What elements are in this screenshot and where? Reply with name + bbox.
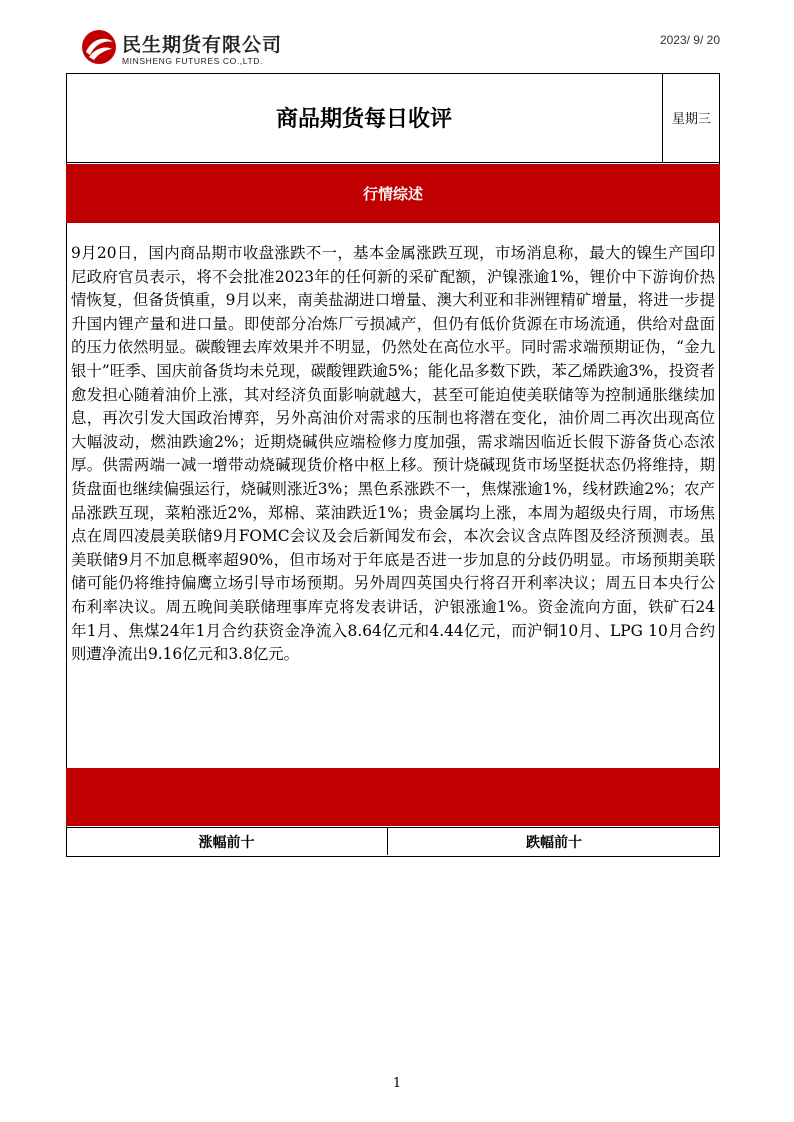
report-date: 2023/ 9/ 20 bbox=[659, 33, 720, 47]
company-logo bbox=[80, 28, 320, 74]
section-title: 行情综述 bbox=[362, 185, 423, 203]
losers-header bbox=[388, 827, 720, 855]
company-name-en: MINSHENG FUTURES CO.,LTD. bbox=[122, 56, 263, 66]
truncated-table-row bbox=[66, 855, 720, 863]
report-title: 商品期货每日收评 bbox=[275, 106, 452, 132]
gainers-title: 涨幅前十 bbox=[198, 834, 255, 851]
gainers-header bbox=[66, 827, 388, 855]
section-header bbox=[66, 164, 720, 223]
weekday-label: 星期三 bbox=[662, 73, 720, 162]
section-divider-band bbox=[66, 768, 720, 826]
title-row bbox=[66, 73, 720, 163]
losers-title: 跌幅前十 bbox=[526, 834, 582, 851]
company-name-cn: 民生期货有限公司 bbox=[122, 34, 283, 56]
minsheng-logo-icon bbox=[80, 28, 118, 66]
page-number: 1 bbox=[392, 1076, 402, 1091]
market-summary-text: 9月20日，国内商品期市收盘涨跌不一，基本金属涨跌互现，市场消息称，最大的镍生产国印尼政府官员表示，将不会批准2023年的任何新的采矿配额，沪镍涨逾1%，锂价中下游询价热情恢复，但备货慎重，9月以来，南美盐湖进口增量、澳大利亚和非洲锂精矿增量，将进一步提升国内锂产量和进口量。即使部分冶炼厂亏损减产，但仍有低价货源在市场流通，供给对盘面的压力依然明显。碳酸锂去库效果并不明显，仍然处在高位水平。同时需求端预期证伪，“金九银十”旺季、国庆前备货均未兑现，碳酸锂跌逾5%；能化品多数下跌，苯乙烯跌逾3%，投资者愈发担心随着油价上涨，其对经济负面影响就越大，甚至可能迫使美联储等为控制通胀继续加息，再次引发大国政治博弈，另外高油价对需求的压制也将潜在变化，油价周二再次出现高位大幅波动，燃油跌逾2%；近期烧碱供应端检修力度加强，需求端因临近长假下游备货心态浓厚。供需两端一减一增带动烧碱现货价格中枢上移。预计烧碱现货市场坚挺状态仍将维持，期货盘面也继续偏强运行，烧碱则涨近3%；黑色系涨跌不一，焦煤涨逾1%，线材跌逾2%；农产品涨跌互现，菜粕涨近2%，郑棉、菜油跌近1%；贵金属均上涨，本周为超级央行周，市场焦点在周四凌晨美联储9月FOMC会议及会后新闻发布会，本次会议含点阵图及经济预测表。虽美联储9月不加息概率超90%，但市场对于年底是否进一步加息的分歧仍明显。市场预期美联储可能仍将维持偏鹰立场引导市场预期。另外周四英国央行将召开利率决议；周五日本央行公布利率决议。周五晚间美联储理事库克将发表讲话，沪银涨逾1%。资金流向方面，铁矿石24年1月、焦煤24年1月合约获资金净流入8.64亿元和4.44亿元，而沪铜10月、LPG 10月合约则遭净流出9.16亿元和3.8亿元。 bbox=[71, 244, 715, 664]
